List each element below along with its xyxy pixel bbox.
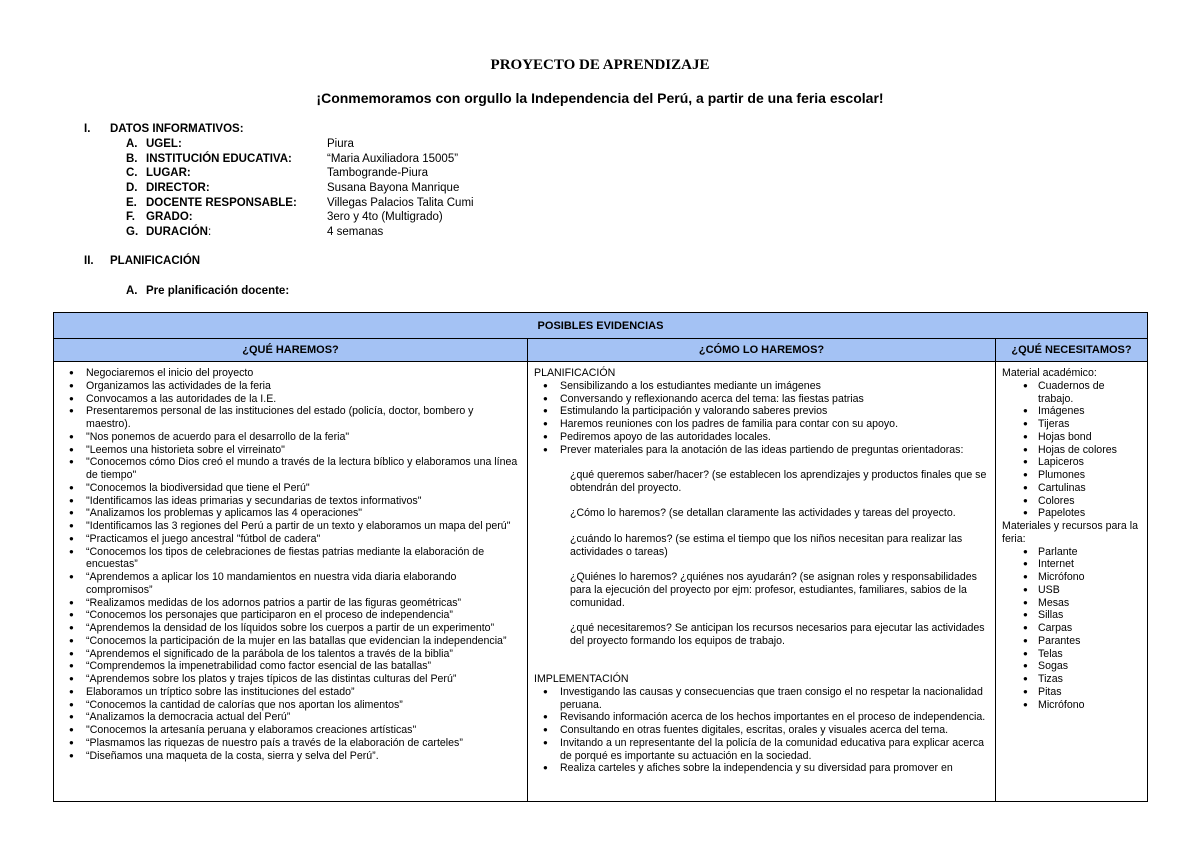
activity-item: ● “Aprendemos a aplicar los 10 mandamientos en nuestra vida diaria elaborando compromisos”	[60, 571, 521, 597]
activity-item: ● “Aprendemos la densidad de los líquidos sobre los cuerpos a partir de un experimento”	[60, 622, 521, 635]
activity-item: ● "Leemos una historieta sobre el virreinato"	[60, 444, 521, 457]
info-value: Villegas Palacios Talita Cumi	[327, 196, 474, 209]
info-label: DIRECTOR:	[146, 182, 210, 195]
activity-item: ● “Conocemos la cantidad de calorías que nos aportan los alimentos”	[60, 699, 521, 712]
materiales-feria-heading: Materiales y recursos para la feria:	[1002, 520, 1139, 545]
activity-item: ● "Analizamos los problemas y aplicamos las 4 operaciones"	[60, 507, 521, 520]
info-label-colon: :	[207, 226, 212, 239]
info-letter: A.	[126, 138, 138, 150]
info-value: Tambogrande-Piura	[327, 167, 429, 180]
activity-item: ● "Identificamos las 3 regiones del Perú a partir de un texto y elaboramos un mapa del perú"	[60, 520, 521, 533]
subsection-number: A.	[126, 285, 138, 297]
activity-item: ● “Comprendemos la impenetrabilidad como factor esencial de las batallas”	[60, 660, 521, 673]
info-label-text: DURACIÓN	[146, 226, 208, 239]
section-number: II.	[84, 255, 94, 267]
implementacion-list	[534, 686, 989, 775]
info-label: DOCENTE RESPONSABLE:	[146, 196, 297, 209]
activity-item: ● "Identificamos las ideas primarias y secundarias de textos informativos"	[60, 495, 521, 508]
activity-item: ● Elaboramos un tríptico sobre las instituciones del estado”	[60, 686, 521, 699]
feria-material-item: ● Sogas	[1002, 660, 1141, 673]
info-label: GRADO:	[146, 211, 193, 224]
activity-item: ● Organizamos las actividades de la feria	[60, 380, 521, 393]
subsection-heading: Pre planificación docente:	[146, 285, 290, 297]
guiding-question: ¿qué queremos saber/hacer? (se establecen los aprendizajes y productos finales que se obtendrán del proyecto.	[570, 469, 987, 494]
feria-material-item: ● Parlante	[1002, 546, 1141, 559]
evidence-table	[53, 312, 1148, 802]
material-item: ● Cartulinas	[1002, 482, 1141, 495]
implementacion-item: ● Realiza carteles y afiches sobre la independencia y su diversidad para promover en	[534, 762, 989, 775]
column-header-como-lo-haremos: ¿CÓMO LO HAREMOS?	[528, 339, 996, 362]
material-item: ● Plumones	[1002, 469, 1141, 482]
column-header-que-haremos: ¿QUÉ HAREMOS?	[54, 339, 528, 362]
implementacion-item: ● Invitando a un representante del la policía de la comunidad educativa para explicar acerca de porqué es importante su actuación en la sociedad.	[534, 737, 989, 763]
material-item: ● Lapiceros	[1002, 456, 1141, 469]
info-letter: B.	[126, 152, 138, 165]
material-item: ● Hojas bond	[1002, 431, 1141, 444]
info-letter: E.	[126, 196, 137, 209]
info-value: “Maria Auxiliadora 15005”	[327, 152, 459, 165]
feria-material-item: ● Tizas	[1002, 673, 1141, 686]
activity-item: ● "Conocemos la biodiversidad que tiene el Perú"	[60, 482, 521, 495]
feria-material-item: ● Sillas	[1002, 609, 1141, 622]
activity-item: ● Negociaremos el inicio del proyecto	[60, 367, 521, 380]
project-subtitle: ¡Conmemoramos con orgullo la Independencia del Perú, a partir de una feria escolar!	[316, 90, 884, 106]
material-item: ● Papelotes	[1002, 507, 1141, 520]
info-label: UGEL:	[146, 138, 182, 150]
feria-material-item: ● Telas	[1002, 648, 1141, 661]
activity-item: ● “Aprendemos sobre los platos y trajes típicos de las distintas culturas del Perú”	[60, 673, 521, 686]
info-label	[146, 225, 211, 240]
material-academico-heading: Material académico:	[1002, 367, 1097, 379]
info-letter: C.	[126, 167, 138, 180]
section-heading: PLANIFICACIÓN	[110, 255, 201, 267]
activity-item: ● "Conocemos cómo Dios creó el mundo a través de la lectura bíblico y elaboramos una línea de tiempo"	[60, 456, 521, 482]
planificacion-item: ● Estimulando la participación y valorando saberes previos	[534, 405, 989, 418]
implementacion-heading: IMPLEMENTACIÓN	[534, 673, 629, 685]
info-label: INSTITUCIÓN EDUCATIVA:	[146, 152, 292, 165]
cell-como-lo-haremos	[528, 362, 996, 802]
material-item: ● Cuadernos de trabajo.	[1002, 380, 1141, 406]
material-academico-list	[1002, 380, 1141, 520]
guiding-questions	[534, 456, 989, 647]
feria-material-item: ● Carpas	[1002, 622, 1141, 635]
activity-item: ● Presentaremos personal de las instituciones del estado (policía, doctor, bombero y maestro).	[60, 405, 521, 431]
activity-item: ● "Nos ponemos de acuerdo para el desarrollo de la feria"	[60, 431, 521, 444]
section-number: I.	[84, 123, 91, 135]
activity-item: ● “Practicamos el juego ancestral "fútbol de cadera"	[60, 533, 521, 546]
planificacion-heading: PLANIFICACIÓN	[534, 367, 616, 379]
implementacion-item: ● Consultando en otras fuentes digitales, escritas, orales y visuales acerca del tema.	[534, 724, 989, 737]
planificacion-list	[534, 380, 989, 457]
material-item: ● Tijeras	[1002, 418, 1141, 431]
info-value: 4 semanas	[327, 226, 384, 239]
feria-material-item: ● Internet	[1002, 558, 1141, 571]
activity-item: ● “Aprendemos el significado de la parábola de los talentos a través de la biblia”	[60, 648, 521, 661]
implementacion-item: ● Investigando las causas y consecuencias que traen consigo el no respetar la nacionalidad peruana.	[534, 686, 989, 712]
material-item: ● Colores	[1002, 495, 1141, 508]
section-heading: DATOS INFORMATIVOS:	[110, 123, 244, 135]
table-header-posibles-evidencias: POSIBLES EVIDENCIAS	[54, 313, 1148, 339]
planificacion-item: ● Pediremos apoyo de las autoridades locales.	[534, 431, 989, 444]
feria-material-item: ● Parantes	[1002, 635, 1141, 648]
activity-item: ● “Plasmamos las riquezas de nuestro país a través de la elaboración de carteles”	[60, 737, 521, 750]
feria-material-item: ● Mesas	[1002, 597, 1141, 610]
feria-material-item: ● Micrófono	[1002, 699, 1141, 712]
activity-item: ● “Conocemos los tipos de celebraciones de fiestas patrias mediante la elaboración de encuestas”	[60, 546, 521, 572]
activity-item: ● Convocamos a las autoridades de la I.E.	[60, 393, 521, 406]
implementacion-item: ● Revisando información acerca de los hechos importantes en el proceso de independencia.	[534, 711, 989, 724]
info-letter: F.	[126, 211, 135, 224]
info-value: 3ero y 4to (Multigrado)	[327, 211, 443, 224]
guiding-question: ¿qué necesitaremos? Se anticipan los recursos necesarios para ejecutar las actividades del proyecto formando los equipos de trabajo.	[570, 622, 985, 647]
cell-que-necesitamos	[996, 362, 1148, 802]
material-item: ● Hojas de colores	[1002, 444, 1141, 457]
cell-que-haremos	[54, 362, 528, 802]
activity-item: ● "Conocemos la artesanía peruana y elaboramos creaciones artísticas"	[60, 724, 521, 737]
feria-material-item: ● Pitas	[1002, 686, 1141, 699]
guiding-question: ¿Quiénes lo haremos? ¿quiénes nos ayudarán? (se asignan roles y responsabilidades para la ejecución del proyecto por ejm: profesor, estudiantes, familiares, sabios de la comunidad.	[570, 571, 977, 609]
activity-item: ● “Conocemos los personajes que participaron en el proceso de independencia”	[60, 609, 521, 622]
activities-list	[60, 367, 521, 762]
info-letter: D.	[126, 182, 138, 195]
feria-material-item: ● USB	[1002, 584, 1141, 597]
materiales-feria-list	[1002, 546, 1141, 712]
info-letter: G.	[126, 226, 139, 239]
material-item: ● Imágenes	[1002, 405, 1141, 418]
feria-material-item: ● Micrófono	[1002, 571, 1141, 584]
info-value: Piura	[327, 138, 354, 150]
activity-item: ● “Diseñamos una maqueta de la costa, sierra y selva del Perú”.	[60, 750, 521, 763]
planificacion-item: ● Prever materiales para la anotación de las ideas partiendo de preguntas orientadoras:	[534, 444, 989, 457]
info-label: LUGAR:	[146, 167, 191, 180]
planificacion-item: ● Conversando y reflexionando acerca del tema: las fiestas patrias	[534, 393, 989, 406]
activity-item: ● “Analizamos la democracia actual del Perú”	[60, 711, 521, 724]
guiding-question: ¿Cómo lo haremos? (se detallan claramente las actividades y tareas del proyecto.	[570, 507, 956, 520]
guiding-question: ¿cuándo lo haremos? (se estima el tiempo que los niños necesitan para realizar las actividades o tareas)	[570, 532, 963, 558]
activity-item: ● “Realizamos medidas de los adornos patrios a partir de las figuras geométricas”	[60, 597, 521, 610]
document-title: PROYECTO DE APRENDIZAJE	[490, 57, 710, 73]
planificacion-item: ● Sensibilizando a los estudiantes mediante un imágenes	[534, 380, 989, 393]
info-value: Susana Bayona Manrique	[327, 182, 460, 195]
activity-item: ● “Conocemos la participación de la mujer en las batallas que evidencian la independencia”	[60, 635, 521, 648]
planificacion-item: ● Haremos reuniones con los padres de familia para contar con su apoyo.	[534, 418, 989, 431]
column-header-que-necesitamos: ¿QUÉ NECESITAMOS?	[996, 339, 1148, 362]
